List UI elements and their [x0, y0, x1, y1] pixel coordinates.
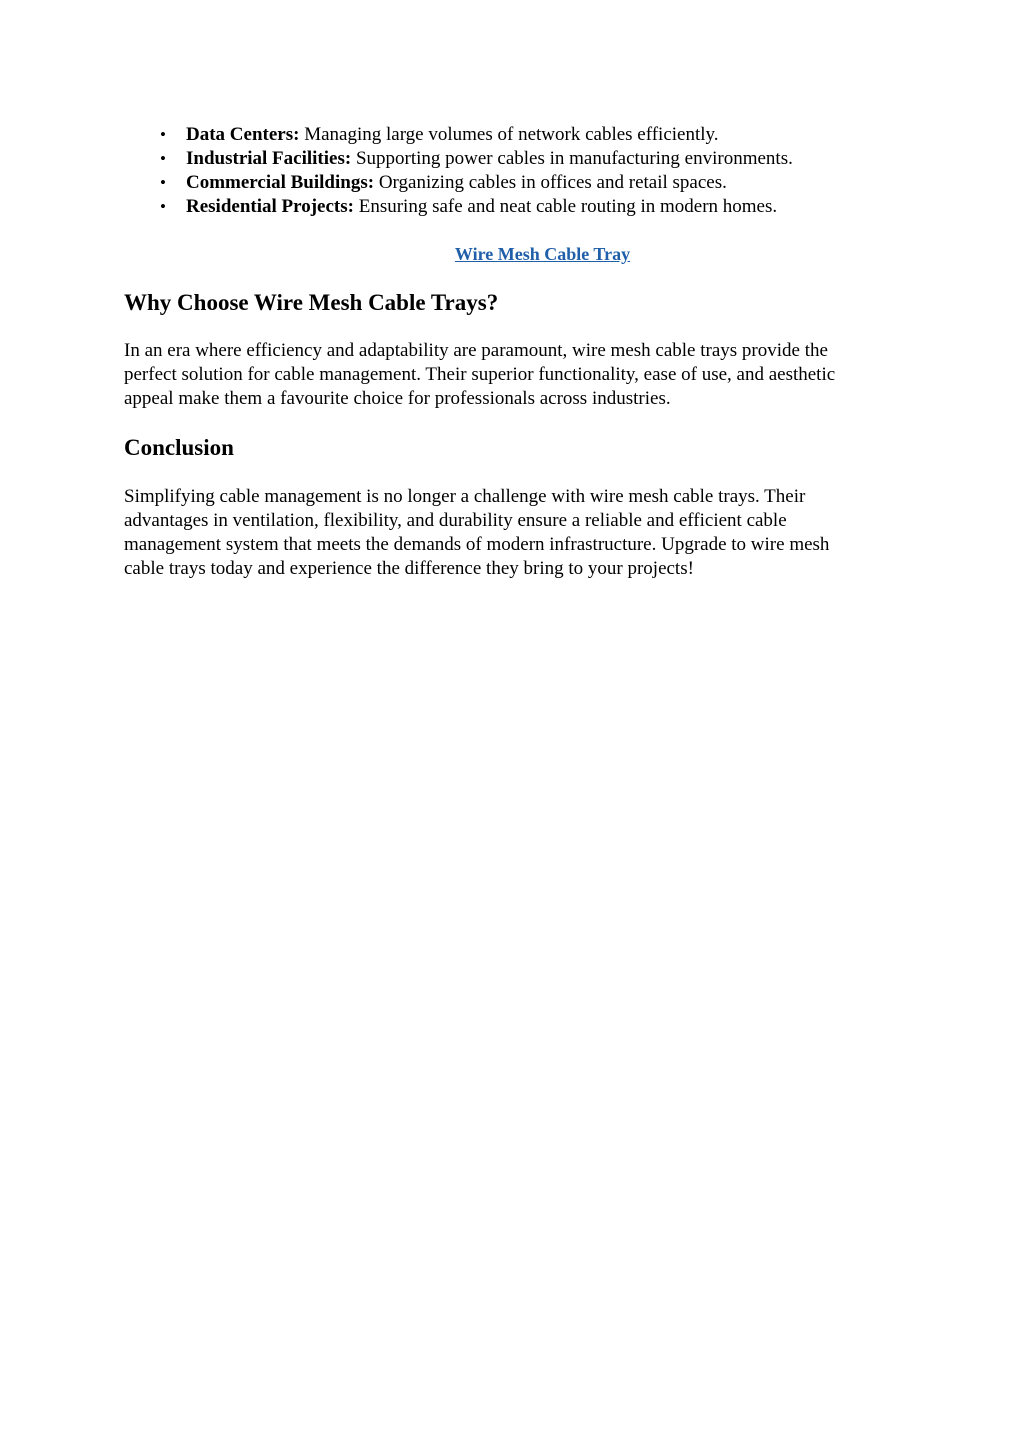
bullet-icon: •	[160, 173, 166, 192]
bullet-icon: •	[160, 149, 166, 168]
link-container	[0, 242, 1023, 266]
applications-list	[0, 123, 1023, 219]
paragraph-line: advantages in ventilation, flexibility, and durability ensure a reliable and efficient cable	[124, 510, 787, 531]
why-choose-heading: Why Choose Wire Mesh Cable Trays?	[124, 290, 499, 315]
list-item	[0, 171, 1023, 195]
paragraph-line: Simplifying cable management is no longer a challenge with wire mesh cable trays. Their	[124, 486, 806, 507]
list-item	[0, 123, 1023, 147]
bullet-icon: •	[160, 197, 166, 216]
list-item-text	[186, 195, 777, 219]
paragraph-line: perfect solution for cable management. Their superior functionality, ease of use, and aesthetic	[124, 364, 836, 385]
conclusion-heading: Conclusion	[124, 435, 234, 460]
list-item-label: Industrial Facilities:	[186, 148, 352, 169]
list-item-description: Ensuring safe and neat cable routing in modern homes.	[353, 196, 778, 217]
list-item-text	[186, 123, 719, 147]
paragraph-line: appeal make them a favourite choice for professionals across industries.	[124, 388, 671, 409]
why-choose-paragraph	[124, 339, 914, 411]
list-item-description: Managing large volumes of network cables efficiently.	[299, 124, 719, 145]
conclusion-paragraph	[124, 485, 914, 581]
list-item	[0, 147, 1023, 171]
wire-mesh-cable-tray-link[interactable]: Wire Mesh Cable Tray	[454, 244, 631, 264]
list-item-label: Commercial Buildings:	[186, 172, 375, 193]
paragraph-line: In an era where efficiency and adaptability are paramount, wire mesh cable trays provide the	[124, 340, 828, 361]
paragraph-line: management system that meets the demands of modern infrastructure. Upgrade to wire mesh	[124, 534, 830, 555]
list-item-description: Supporting power cables in manufacturing environments.	[351, 148, 793, 169]
paragraph-line: cable trays today and experience the difference they bring to your projects!	[124, 558, 694, 579]
list-item-text	[186, 171, 727, 195]
list-item-label: Residential Projects:	[186, 196, 354, 217]
list-item-description: Organizing cables in offices and retail spaces.	[374, 172, 727, 193]
list-item	[0, 195, 1023, 219]
list-item-label: Data Centers:	[186, 124, 300, 145]
list-item-text	[186, 147, 793, 171]
bullet-icon: •	[160, 125, 166, 144]
